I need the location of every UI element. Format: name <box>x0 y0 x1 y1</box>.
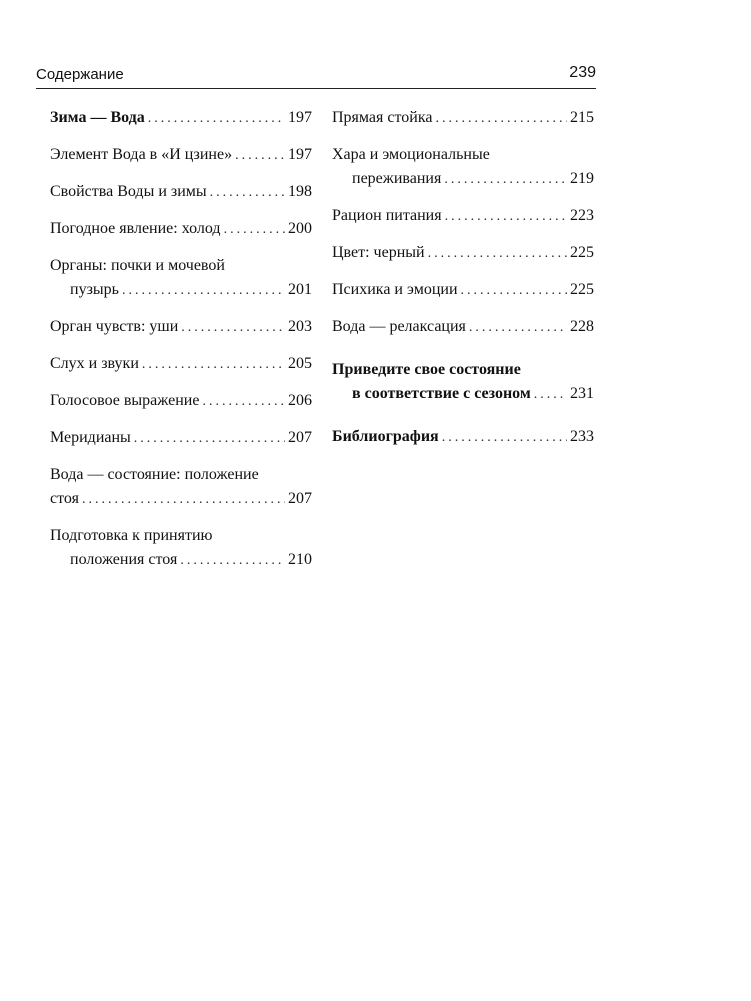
toc-entry-page: 197 <box>288 109 312 126</box>
toc-entry-page: 207 <box>288 429 312 446</box>
dot-leader <box>180 549 285 573</box>
toc-entry-title-cont: в соответствие с сезоном <box>352 385 531 402</box>
toc-entry-title: Приведите свое состояние <box>332 361 521 378</box>
toc-entry[interactable] <box>332 278 594 303</box>
toc-entry-title: Прямая стойка <box>332 109 433 126</box>
toc-entry-page: 210 <box>288 551 312 568</box>
toc-entry-page: 223 <box>570 207 594 224</box>
toc-entry-title-cont: стоя <box>50 490 79 507</box>
dot-leader <box>461 279 567 303</box>
running-header-title: Содержание <box>36 66 124 83</box>
toc-entry[interactable] <box>50 352 312 377</box>
toc-entry[interactable] <box>50 106 312 131</box>
toc-entry-title: Слух и звуки <box>50 355 139 372</box>
toc-entry-page: 231 <box>570 385 594 402</box>
toc-entry-page: 207 <box>288 490 312 507</box>
toc-entry-title: Хара и эмоциональные <box>332 146 490 163</box>
toc-entry[interactable] <box>50 426 312 451</box>
toc-entry-title-cont: переживания <box>352 170 442 187</box>
toc-right-column <box>332 106 594 450</box>
toc-entry-page: 206 <box>288 392 312 409</box>
dot-leader <box>469 316 567 340</box>
toc-entry-title: Вода — состояние: положение <box>50 466 259 483</box>
toc-entry-title-cont: пузырь <box>70 281 119 298</box>
toc-entry[interactable] <box>50 389 312 414</box>
dot-leader <box>442 426 567 450</box>
dot-leader <box>134 427 285 451</box>
dot-leader <box>122 279 285 303</box>
dot-leader <box>210 181 285 205</box>
toc-entry-page: 203 <box>288 318 312 335</box>
toc-entry[interactable] <box>332 425 594 450</box>
page-number: 239 <box>569 64 596 81</box>
toc-entry[interactable] <box>332 241 594 266</box>
toc-entry-page: 219 <box>570 170 594 187</box>
toc-entry[interactable] <box>332 315 594 340</box>
toc-entry[interactable] <box>50 254 312 303</box>
toc-entry-page: 198 <box>288 183 312 200</box>
toc-entry-title: Элемент Вода в «И цзине» <box>50 146 233 163</box>
dot-leader <box>142 353 285 377</box>
toc-entry-title: Рацион питания <box>332 207 442 224</box>
toc-entry-title: Вода — релаксация <box>332 318 466 335</box>
toc-entry-title: Зима — Вода <box>50 109 145 126</box>
toc-entry-page: 225 <box>570 281 594 298</box>
toc-entry[interactable] <box>50 143 312 168</box>
dot-leader <box>435 107 567 131</box>
dot-leader <box>445 205 567 229</box>
toc-entry-title: Психика и эмоции <box>332 281 458 298</box>
dot-leader <box>534 383 567 407</box>
toc-entry-title: Свойства Воды и зимы <box>50 183 207 200</box>
toc-entry-page: 200 <box>288 220 312 237</box>
toc-entry[interactable] <box>332 204 594 229</box>
toc-entry-page: 205 <box>288 355 312 372</box>
toc-left-column <box>50 106 312 573</box>
toc-entry-page: 197 <box>288 146 312 163</box>
dot-leader <box>444 168 567 192</box>
toc-entry[interactable] <box>50 217 312 242</box>
toc-entry[interactable] <box>50 180 312 205</box>
toc-entry-page: 215 <box>570 109 594 126</box>
toc-entry-title: Цвет: черный <box>332 244 425 261</box>
running-header <box>36 62 596 88</box>
dot-leader <box>235 144 285 168</box>
toc-entry-page: 201 <box>288 281 312 298</box>
toc-entry-title: Голосовое выражение <box>50 392 200 409</box>
toc-entry[interactable] <box>50 315 312 340</box>
toc-entry-page: 225 <box>570 244 594 261</box>
toc-entry-page: 228 <box>570 318 594 335</box>
toc-entry-title: Погодное явление: холод <box>50 220 221 237</box>
toc-entry-title: Меридианы <box>50 429 131 446</box>
dot-leader <box>181 316 285 340</box>
toc-entry-title: Подготовка к принятию <box>50 527 213 544</box>
header-rule <box>36 88 596 89</box>
dot-leader <box>224 218 285 242</box>
toc-entry[interactable] <box>332 106 594 131</box>
dot-leader <box>82 488 285 512</box>
dot-leader <box>428 242 567 266</box>
toc-entry[interactable] <box>332 358 594 407</box>
toc-entry-title: Орган чувств: уши <box>50 318 179 335</box>
dot-leader <box>148 107 285 131</box>
toc-entry[interactable] <box>50 463 312 512</box>
toc-entry[interactable] <box>332 143 594 192</box>
toc-entry[interactable] <box>50 524 312 573</box>
toc-entry-title-cont: положения стоя <box>70 551 178 568</box>
toc-entry-title: Органы: почки и мочевой <box>50 257 225 274</box>
toc-entry-page: 233 <box>570 428 594 445</box>
dot-leader <box>202 390 285 414</box>
toc-entry-title: Библиография <box>332 428 439 445</box>
